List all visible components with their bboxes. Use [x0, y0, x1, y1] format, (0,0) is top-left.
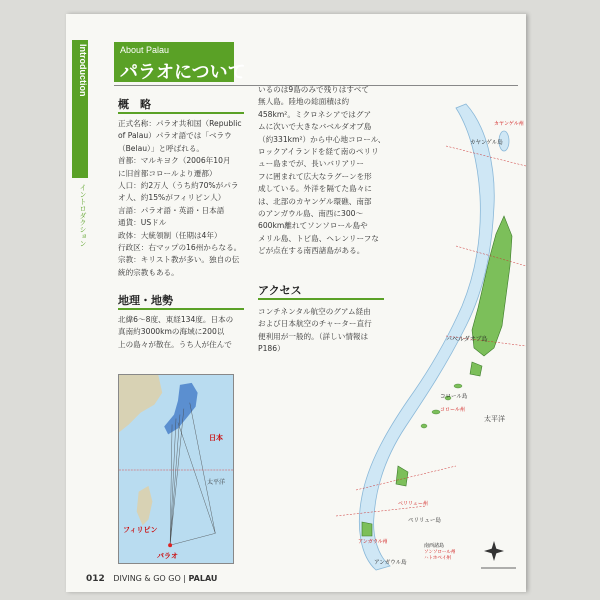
map-label-kayangel-state: カヤンゲル州: [494, 121, 524, 127]
overview-line: に旧首都コロールより遷都）: [118, 168, 217, 178]
map-label-kayangel-island: カヤンゲル島: [470, 140, 503, 146]
access-line: および日本航空のチャーター直行: [258, 319, 372, 329]
geography-continued-line: ュー島までが、長いバリアリー: [258, 159, 365, 169]
map-label-babeldaob: バベルダオブ島: [446, 336, 488, 343]
footer-separator: |: [183, 574, 186, 583]
geography-text: [118, 314, 248, 351]
geography-continued-line: ロックアイランドを経て南のペリリ: [258, 147, 379, 157]
overview-line: 宗教：キリスト教が多い。独自の伝: [118, 255, 240, 265]
palau-marker: [168, 543, 172, 547]
map-label-angaur-state: アンガウル州: [358, 539, 388, 545]
overview-line: 行政区：右マップの16州からなる。: [118, 243, 242, 253]
page-number: 012: [86, 574, 105, 584]
geography-continued-line: ムに次いで大きなバベルダオブ島: [258, 122, 372, 132]
map-label-angaur: アンガウル島: [374, 560, 407, 566]
map-label-pacific: 太平洋: [484, 415, 505, 423]
geography-continued-line: メリル島、トビ島、ヘレンリーフな: [258, 233, 379, 243]
map-label-koror: コロール島: [440, 394, 468, 400]
angaur-island: [362, 522, 372, 536]
map-label-southwest-states: ソンソロール州 ハトホベイ州: [424, 550, 456, 561]
page-footer: [86, 574, 217, 584]
geography-continued-line: 600km離れてソンソロール島や: [258, 221, 368, 231]
page: [66, 14, 526, 592]
inset-label-pacific: 太平洋: [207, 479, 226, 486]
section-rule: [118, 308, 244, 310]
section-title-geography: 地理・地勢: [118, 294, 173, 307]
overview-line: オ人、約15%がフィリピン人）: [118, 193, 226, 203]
overview-text: [118, 118, 248, 279]
overview-line: 統的宗教もある。: [118, 267, 179, 277]
philippines-landmass: [137, 486, 153, 526]
map-label-peleliu: ペリリュー島: [408, 518, 441, 524]
access-line: P186）: [258, 344, 285, 354]
overview-line: 言語：パラオ語・英語・日本語: [118, 205, 225, 215]
side-tab: [72, 40, 88, 178]
overview-line: 政体：大統領制（任期は4年）: [118, 230, 222, 240]
overview-line: of Palau）パラオ語では「ベラウ: [118, 131, 232, 141]
koror-island: [470, 362, 482, 376]
geography-continued-line: のアンガウル島、南西に300～: [258, 209, 364, 219]
peleliu-island: [396, 466, 408, 486]
map-label-southwest: 南西諸島: [424, 543, 445, 549]
header-bar: [114, 42, 246, 83]
geography-continued-line: どが点在する南西諸島がある。: [258, 246, 365, 256]
overview-line: 首都：マルキヨク（2006年10月: [118, 156, 231, 166]
compass-rose: [484, 541, 504, 561]
section-title-access: アクセス: [258, 284, 302, 297]
inset-label-japan: 日本: [209, 434, 223, 442]
footer-series: DIVING & GO GO: [113, 574, 181, 583]
geography-line: 真南約3000kmの海域に200以: [118, 327, 225, 337]
geography-continued-line: は、北部のカヤンゲル環礁、南部: [258, 196, 372, 206]
section-title-overview: 概 略: [118, 98, 151, 111]
access-line: 便利用が一般的。（詳しい情報は: [258, 331, 369, 341]
access-line: コンチネンタル航空のグアム経由: [258, 307, 371, 316]
geography-continued-line: いるのは9島のみで残りはすべて: [258, 85, 369, 94]
geography-continued-line: （約331km²）から中心地コロール、: [258, 134, 386, 144]
geography-line: 北緯6～8度、東経134度。日本の: [118, 315, 234, 324]
side-tab-sub: イントロダクション: [79, 184, 87, 247]
geography-continued-line: 458km²。ミクロネシアではグア: [258, 109, 372, 119]
geography-continued-line: フに囲まれて広大なラグーンを形: [258, 171, 372, 181]
inset-map: [118, 374, 234, 564]
inset-label-philippines: フィリピン: [123, 526, 158, 534]
inset-label-palau: パラオ: [157, 552, 178, 560]
section-rule: [118, 112, 244, 114]
page-title: パラオについて: [120, 62, 246, 83]
overview-line: （Belau）」と呼ばれる。: [118, 143, 205, 153]
side-tab-label: Introduction: [78, 44, 88, 97]
overview-line: 通貨：USドル: [118, 218, 167, 228]
palau-map: [316, 86, 526, 576]
map-label-koror-state: コロール州: [440, 407, 465, 413]
geography-line: 上の島々が散在。うち人が住んで: [118, 339, 232, 349]
map-label-peleliu-state: ペリリュー州: [398, 501, 428, 507]
japan-landmass: [164, 383, 197, 434]
header-en-title: About Palau: [120, 45, 170, 55]
asia-landmass: [119, 375, 162, 432]
page-header: [114, 40, 518, 86]
geography-continued-line: 無人島。陸地の総面積は約: [258, 97, 350, 107]
overview-line: 正式名称：パラオ共和国（Republic: [118, 119, 242, 128]
footer-name: PALAU: [188, 574, 218, 583]
overview-line: 人口：約2万人（うち約70%がパラ: [118, 181, 239, 191]
geography-continued-line: 成している。外洋を隔てた島々に: [258, 184, 372, 194]
